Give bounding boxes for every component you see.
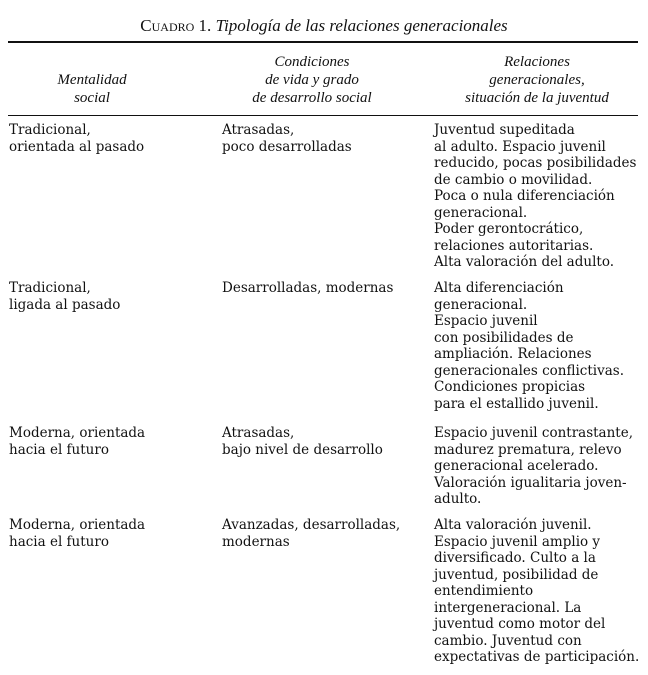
- table-caption: [0, 16, 648, 36]
- header-mentalidad: Mentalidad social: [57, 72, 127, 106]
- cell-relaciones: Alta valoración juvenil. Espacio juvenil amplio y diversificado. Culto a la juventud, posibilidad de entendimiento intergeneracional. La juventud como motor del cambio. Juventud con expectativas de participación.: [434, 517, 640, 665]
- top-rule: [8, 41, 638, 43]
- header-relaciones: Relaciones generacionales, situación de la juventud: [465, 54, 609, 106]
- cell-relaciones: Espacio juvenil contrastante, madurez prematura, relevo generacional acelerado. Valoración igualitaria joven- adulto.: [434, 425, 633, 507]
- cell-condiciones: Desarrolladas, modernas: [222, 280, 394, 296]
- caption-title: Tipología de las relaciones generacionales: [215, 16, 508, 35]
- cell-condiciones: Avanzadas, desarrolladas, modernas: [222, 517, 401, 550]
- cell-condiciones: Atrasadas, bajo nivel de desarrollo: [222, 425, 383, 458]
- cell-mentalidad: Moderna, orientada hacia el futuro: [9, 425, 146, 458]
- cell-relaciones: Alta diferenciación generacional. Espacio juvenil con posibilidades de ampliación. Relaciones generacionales conflictivas. Condiciones propicias para el estallido juvenil.: [434, 280, 624, 412]
- cell-mentalidad: Tradicional, orientada al pasado: [9, 122, 145, 155]
- caption-label: Cuadro 1.: [140, 16, 212, 35]
- header-condiciones: Condiciones de vida y grado de desarrollo social: [252, 54, 372, 106]
- cell-relaciones: Juventud supeditada al adulto. Espacio juvenil reducido, pocas posibilidades de cambio o movilidad. Poca o nula diferenciación generacional. Poder gerontocrático, relaciones autoritarias. Alta valoración del adulto.: [434, 122, 637, 270]
- cell-mentalidad: Tradicional, ligada al pasado: [9, 280, 121, 313]
- header-rule: [8, 115, 638, 116]
- cell-condiciones: Atrasadas, poco desarrolladas: [222, 122, 352, 155]
- cell-mentalidad: Moderna, orientada hacia el futuro: [9, 517, 146, 550]
